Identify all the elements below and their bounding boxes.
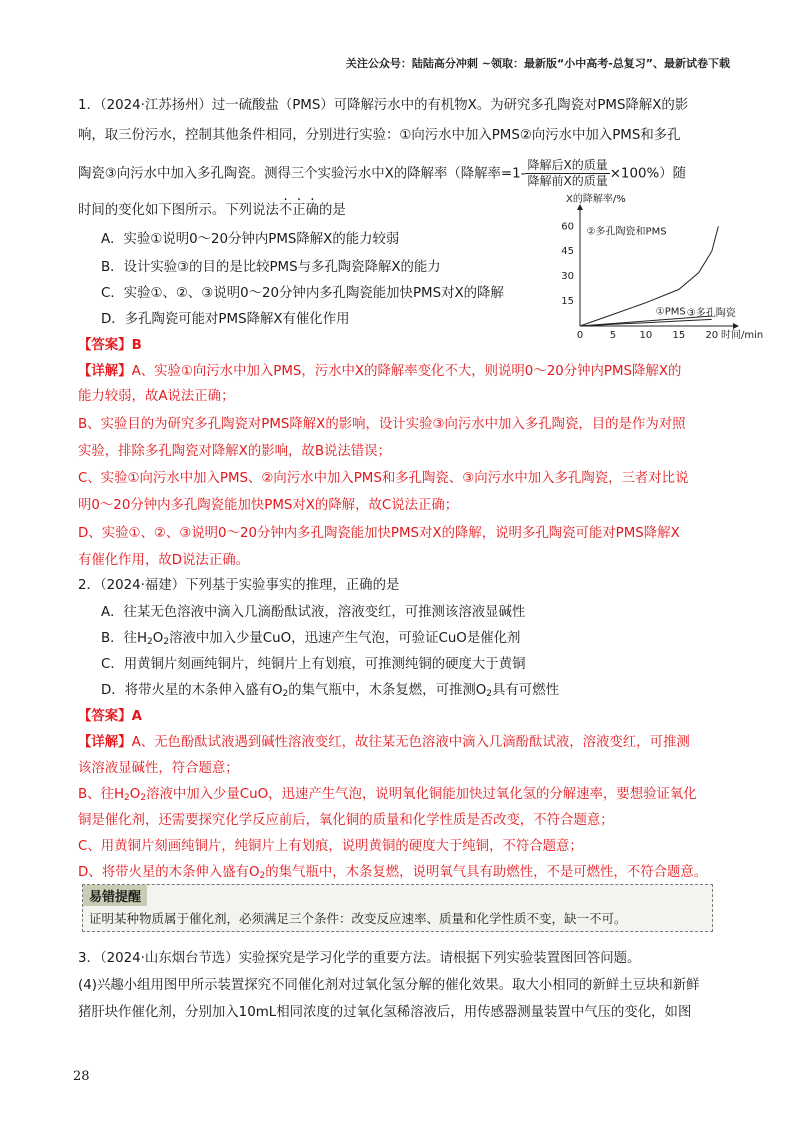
q2-answer [78, 707, 142, 727]
subscript: 2 [147, 637, 153, 647]
q2-option-b [101, 629, 520, 652]
detail-tag: 【详解】 [78, 364, 132, 379]
q1-line-3-pre: 陶瓷③向污水中加入多孔陶瓷。测得三个实验污水中X的降解率（降解率=1- [78, 166, 526, 182]
x-tick-label: 15 [672, 330, 686, 341]
q1-line-4-post: 的是 [319, 203, 346, 218]
fraction-denominator: 降解前X的质量 [527, 174, 608, 188]
q1-detail-1 [78, 362, 681, 382]
q2-detail-3-pre: B、往H [78, 787, 125, 802]
fraction-numerator: 降解后X的质量 [527, 158, 608, 172]
series-line-3 [580, 319, 712, 326]
q1-detail-5: C、实验①向污水中加入PMS、②向污水中加入PMS和多孔陶瓷、③向污水中加入多孔陶瓷，三者对比说 [78, 471, 689, 486]
q1-detail-7: D、实验①、②、③说明0～20分钟内多孔陶瓷能加快PMS对X的降解，说明多孔陶瓷可能对PMS降解X [78, 526, 680, 541]
series-label-3: ③多孔陶瓷 [686, 308, 736, 320]
q2-option-d-pre: D．将带火星的木条伸入盛有O [101, 683, 283, 698]
q2-detail-4: 铜是催化剂，还需要探究化学反应前后，氧化铜的质量和化学性质是否改变，不符合题意； [78, 813, 614, 828]
q2-option-d-end: 具有可燃性 [492, 683, 559, 698]
emphasis-char: 正 [292, 203, 306, 218]
y-axis-label: X的降解率/% [566, 194, 626, 205]
q1-line-4-pre: 时间的变化如下图所示。下列说法 [78, 203, 279, 218]
q1-line-2: 响，取三份污水，控制其他条件相同，分别进行实验：①向污水中加入PMS②向污水中加入PMS和多孔 [78, 128, 681, 143]
q3-paragraph-2: 猪肝块作催化剂，分别加入10mL相同浓度的过氧化氢稀溶液后，用传感器测量装置中气压的变化，如图 [78, 1005, 692, 1020]
y-tick-label: 15 [561, 296, 574, 308]
q2-option-b-mid: O [152, 631, 164, 646]
page-header: 关注公众号：陆陆高分冲刺 ~领取：最新版“小中高考-总复习”、最新试卷下载 [345, 57, 730, 70]
q1-detail-6: 明0～20分钟内多孔陶瓷能加快PMS对X的降解，故C说法正确； [78, 498, 459, 513]
q2-detail-6-pre: D、将带火星的木条伸入盛有O [78, 865, 260, 880]
q2-detail-3-mid: O [129, 787, 141, 802]
answer-tag: 【答案】 [78, 338, 132, 353]
q2-detail-text-1: A、无色酚酞试液遇到碱性溶液变红，故往某无色溶液中滴入几滴酚酞试液，溶液变红，可推测 [131, 735, 690, 750]
answer-tag: 【答案】 [78, 709, 132, 724]
q2-detail-1 [78, 733, 690, 753]
q2-stem: 2．（2024·福建）下列基于实验事实的推理，正确的是 [78, 578, 400, 593]
q1-line-3-post: ×100%）随 [609, 166, 686, 182]
x-axis-label: 时间/min [721, 330, 764, 341]
series-label-2: ①PMS [655, 306, 686, 318]
mistake-reminder-body: 证明某种物质属于催化剂，必须满足三个条件：改变反应速率、质量和化学性质不变，缺一不可。 [89, 911, 627, 926]
subscript: 2 [140, 793, 147, 803]
chart-series [580, 225, 736, 326]
subscript: 2 [486, 689, 493, 699]
q2-option-c: C．用黄铜片刻画纯铜片，纯铜片上有划痕，可推测纯铜的硬度大于黄铜 [101, 657, 526, 672]
q2-detail-5: C、用黄铜片刻画纯铜片，纯铜片上有划痕，说明黄铜的硬度大于纯铜，不符合题意； [78, 839, 583, 854]
q2-option-a: A．往某无色溶液中滴入几滴酚酞试液，溶液变红，可推测该溶液显碱性 [101, 605, 526, 620]
q2-detail-6 [78, 863, 707, 886]
q2-detail-3 [78, 785, 697, 808]
q1-option-b: B．设计实验③的目的是比较PMS与多孔陶瓷降解X的能力 [101, 260, 441, 275]
q1-option-d: D．多孔陶瓷可能对PMS降解X有催化作用 [101, 312, 350, 327]
q2-detail-6-post: 的集气瓶中，木条复燃，说明氧气具有助燃性，不是可燃性，不符合题意。 [265, 865, 708, 880]
q1-line-4 [78, 201, 346, 221]
x-tick-label: 0 [576, 330, 584, 341]
x-tick-label: 20 [705, 330, 719, 341]
q3-stem: 3．（2024·山东烟台节选）实验探究是学习化学的重要方法。请根据下列实验装置图回答问题。 [78, 951, 641, 966]
subscript: 2 [282, 689, 289, 699]
q1-detail-4: 实验，排除多孔陶瓷对降解X的影响，故B说法错误； [78, 444, 391, 459]
q1-line-1: 1．（2024·江苏扬州）过一硫酸盐（PMS）可降解污水中的有机物X。为研究多孔陶瓷对PMS降解X的影 [78, 98, 689, 113]
x-tick-label: 5 [609, 330, 617, 341]
emphasis-char: 确 [305, 203, 320, 218]
x-axis-arrow [733, 323, 739, 329]
series-label-1: ②多孔陶瓷和PMS [586, 226, 667, 238]
subscript: 2 [124, 793, 130, 803]
q2-option-b-pre: B．往H [101, 631, 148, 646]
detail-tag: 【详解】 [78, 735, 132, 750]
q1-detail-2: 能力较弱，故A说法正确； [78, 389, 235, 404]
q2-detail-2: 该溶液显碱性，符合题意； [78, 761, 239, 776]
q1-detail-3: B、实验目的为研究多孔陶瓷对PMS降解X的影响，设计实验③向污水中加入多孔陶瓷，目的是作为对照 [78, 417, 686, 432]
page-number: 28 [73, 1069, 90, 1084]
x-tick-label: 10 [639, 330, 653, 341]
q1-option-a: A．实验①说明0～20分钟内PMS降解X的能力较弱 [101, 232, 400, 247]
q1-line-3 [78, 158, 686, 189]
q1-option-c: C．实验①、②、③说明0～20分钟内多孔陶瓷能加快PMS对X的降解 [101, 286, 504, 301]
q2-detail-3-post: 溶液中加入少量CuO，迅速产生气泡，说明氧化铜能加快过氧化氢的分解速率，要想验证氧化 [146, 787, 697, 802]
y-tick-label: 30 [561, 271, 574, 283]
degradation-chart [548, 194, 764, 341]
answer-value: A [131, 709, 142, 724]
answer-value: B [131, 338, 142, 353]
mistake-reminder-title: 易错提醒 [83, 885, 147, 906]
mistake-reminder-box [82, 884, 713, 932]
y-tick-label: 45 [561, 246, 574, 258]
q1-detail-8: 有催化作用，故D说法正确。 [78, 553, 249, 568]
subscript: 2 [163, 637, 170, 647]
emphasis-char: 不 [278, 203, 293, 218]
q1-detail-text-1: A、实验①向污水中加入PMS，污水中X的降解率变化不大，则说明0～20分钟内PMS降解X的 [131, 364, 682, 379]
emphasis-not-correct [279, 203, 319, 218]
q2-option-d [101, 681, 559, 704]
q3-paragraph-1: (4)兴趣小组用图甲所示装置探究不同催化剂对过氧化氢分解的催化效果。取大小相同的新鲜土豆块和新鲜 [78, 978, 700, 993]
subscript: 2 [259, 871, 266, 881]
y-tick-label: 60 [561, 221, 574, 233]
degradation-fraction [525, 158, 609, 189]
q1-answer [78, 336, 142, 356]
q2-option-b-post: 溶液中加入少量CuO，迅速产生气泡，可验证CuO是催化剂 [169, 631, 521, 646]
q2-option-d-post: 的集气瓶中，木条复燃，可推测O [288, 683, 487, 698]
